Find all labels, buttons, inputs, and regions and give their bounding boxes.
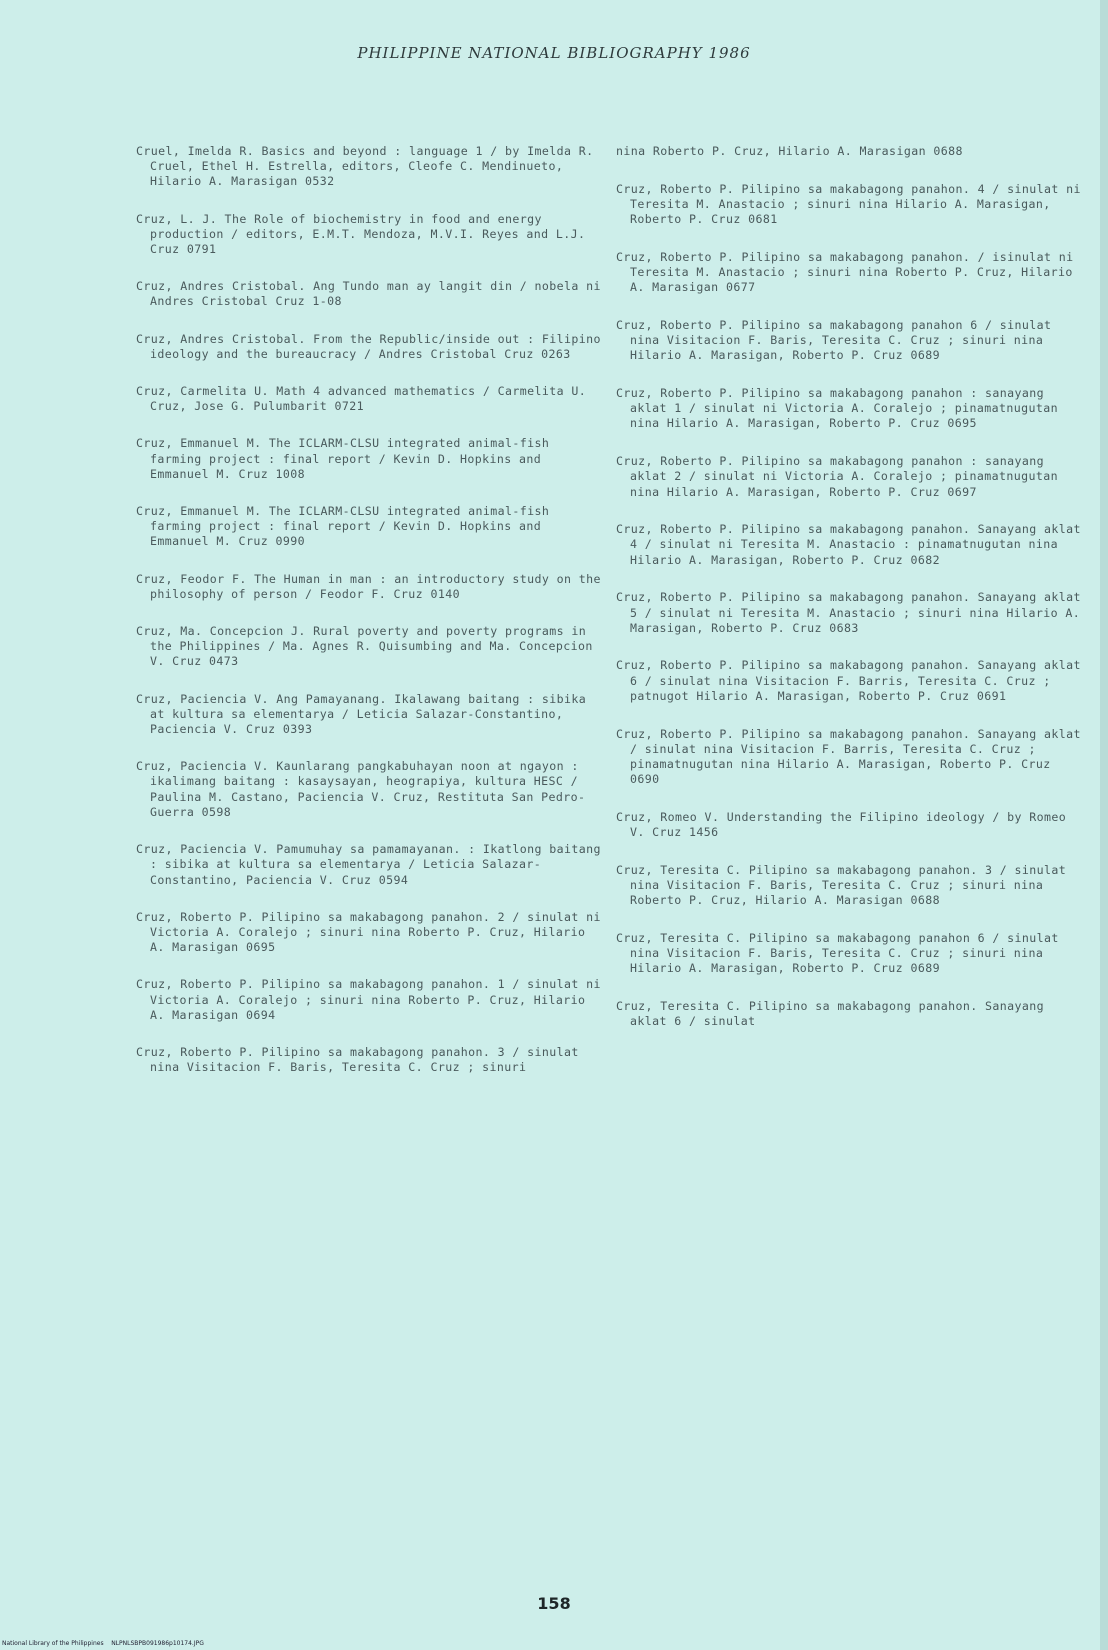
bibliography-entry: Cruz, Roberto P. Pilipino sa makabagong panahon. / isinulat ni Teresita M. Anastacio ; sinuri nina Roberto P. Cruz, Hilario A. Marasigan 0677 xyxy=(616,249,1081,295)
bibliography-entry: Cruz, Roberto P. Pilipino sa makabagong panahon : sanayang aklat 1 / sinulat ni Victoria A. Coralejo ; pinamatnugutan nina Hilario A. Marasigan, Roberto P. Cruz 0695 xyxy=(616,386,1066,431)
bibliography-entry: Cruz, L. J. The Role of biochemistry in food and energy production / editors, E.M.T. Mendoza, M.V.I. Reyes and L.J. Cruz 0791 xyxy=(136,211,593,257)
right-column xyxy=(616,144,1089,1052)
bibliography-entry: Cruz, Roberto P. Pilipino sa makabagong panahon. 2 / sinulat ni Victoria A. Coralejo ; sinuri nina Roberto P. Cruz, Hilario A. Marasigan 0695 xyxy=(136,909,609,955)
bibliography-entry: Cruz, Roberto P. Pilipino sa makabagong panahon. 1 / sinulat ni Victoria A. Coralejo ; sinuri nina Roberto P. Cruz, Hilario A. Marasigan 0694 xyxy=(136,977,609,1022)
bibliography-entry: Cruz, Roberto P. Pilipino sa makabagong panahon. Sanayang aklat / sinulat nina Visitacion F. Barris, Teresita C. Cruz ; pinamatnugutan nina Hilario A. Marasigan, Roberto P. Cruz 0690 xyxy=(616,726,1089,787)
bibliography-entry: Cruz, Paciencia V. Pamumuhay sa pamamayanan. : Ikatlong baitang : sibika at kultura sa elementarya / Leticia Salazar-Constantino, Paciencia V. Cruz 0594 xyxy=(136,842,609,887)
bibliography-entry: Cruz, Roberto P. Pilipino sa makabagong panahon. Sanayang aklat 6 / sinulat nina Visitacion F. Barris, Teresita C. Cruz ; patnugot Hilario A. Marasigan, Roberto P. Cruz 0691 xyxy=(616,658,1089,703)
scan-credit-footer: National Library of the Philippines NLPNLSBPB091986p10174.JPG xyxy=(2,1640,204,1647)
page-number: 158 xyxy=(537,1594,571,1613)
bibliography-entry: Cruz, Emmanuel M. The ICLARM-CLSU integrated animal-fish farming project : final report / Kevin D. Hopkins and Emmanuel M. Cruz 0990 xyxy=(136,504,557,549)
bibliography-entry: Cruz, Teresita C. Pilipino sa makabagong panahon. Sanayang aklat 6 / sinulat xyxy=(616,999,1052,1029)
bibliography-entry: Cruz, Teresita C. Pilipino sa makabagong panahon. 3 / sinulat nina Visitacion F. Baris, Teresita C. Cruz ; sinuri nina Roberto P. Cruz, Hilario A. Marasigan 0688 xyxy=(616,862,1074,908)
bibliography-entry: Cruz, Feodor F. The Human in man : an introductory study on the philosophy of person / Feodor F. Cruz 0140 xyxy=(136,571,609,601)
bibliography-entry: Cruz, Roberto P. Pilipino sa makabagong panahon. 4 / sinulat ni Teresita M. Anastacio ; sinuri nina Hilario A. Marasigan, Roberto P. Cruz 0681 xyxy=(616,181,1089,227)
bibliography-entry: Cruz, Paciencia V. Kaunlarang pangkabuhayan noon at ngayon : ikalimang baitang : kasaysayan, heograpiya, kultura HESC / Paulina M. Castano, Paciencia V. Cruz, Restituta San Pedro-Guerra 0598 xyxy=(136,759,587,819)
bibliography-entry-continued: nina Roberto P. Cruz, Hilario A. Marasigan 0688 xyxy=(616,144,963,158)
bibliography-entry: Cruz, Ma. Concepcion J. Rural poverty and poverty programs in the Philippines / Ma. Agnes R. Quisumbing and Ma. Concepcion V. Cruz 0473 xyxy=(136,624,601,669)
bibliography-entry: Cruz, Paciencia V. Ang Pamayanang. Ikalawang baitang : sibika at kultura sa elementarya / Leticia Salazar-Constantino, Paciencia V. Cruz 0393 xyxy=(136,691,594,737)
bibliography-entry: Cruz, Roberto P. Pilipino sa makabagong panahon. Sanayang aklat 5 / sinulat ni Teresita M. Anastacio ; sinuri nina Hilario A. Marasigan, Roberto P. Cruz 0683 xyxy=(616,590,1089,635)
scan-edge-shadow xyxy=(1100,0,1108,1650)
bibliography-entry: Cruel, Imelda R. Basics and beyond : language 1 / by Imelda R. Cruel, Ethel H. Estrella, editors, Cleofe C. Mendinueto, Hilario A. Marasigan 0532 xyxy=(136,144,601,189)
bibliography-entry: Cruz, Andres Cristobal. From the Republic/inside out : Filipino ideology and the bureaucracy / Andres Cristobal Cruz 0263 xyxy=(136,331,609,361)
bibliography-entry: Cruz, Romeo V. Understanding the Filipino ideology / by Romeo V. Cruz 1456 xyxy=(616,809,1074,840)
page-title: PHILIPPINE NATIONAL BIBLIOGRAPHY 1986 xyxy=(357,44,751,62)
bibliography-entry: Cruz, Andres Cristobal. Ang Tundo man ay langit din / nobela ni Andres Cristobal Cruz 1-08 xyxy=(136,279,609,309)
left-column xyxy=(136,144,609,1097)
bibliography-entry: Cruz, Roberto P. Pilipino sa makabagong panahon 6 / sinulat nina Visitacion F. Baris, Teresita C. Cruz ; sinuri nina Hilario A. Marasigan, Roberto P. Cruz 0689 xyxy=(616,317,1059,363)
bibliography-entry: Cruz, Roberto P. Pilipino sa makabagong panahon : sanayang aklat 2 / sinulat ni Victoria A. Coralejo ; pinamatnugutan nina Hilario A. Marasigan, Roberto P. Cruz 0697 xyxy=(616,454,1066,499)
bibliography-entry: Cruz, Roberto P. Pilipino sa makabagong panahon. 3 / sinulat nina Visitacion F. Baris, Teresita C. Cruz ; sinuri xyxy=(136,1044,587,1075)
bibliography-entry: Cruz, Emmanuel M. The ICLARM-CLSU integrated animal-fish farming project : final report / Kevin D. Hopkins and Emmanuel M. Cruz 1008 xyxy=(136,436,557,481)
bibliography-entry: Cruz, Roberto P. Pilipino sa makabagong panahon. Sanayang aklat 4 / sinulat ni Teresita M. Anastacio : pinamatnugutan nina Hilario A. Marasigan, Roberto P. Cruz 0682 xyxy=(616,522,1089,567)
bibliography-entry: Cruz, Teresita C. Pilipino sa makabagong panahon 6 / sinulat nina Visitacion F. Baris, Teresita C. Cruz ; sinuri nina Hilario A. Marasigan, Roberto P. Cruz 0689 xyxy=(616,930,1067,976)
bibliography-entry: Cruz, Carmelita U. Math 4 advanced mathematics / Carmelita U. Cruz, Jose G. Pulumbarit 0721 xyxy=(136,384,594,414)
